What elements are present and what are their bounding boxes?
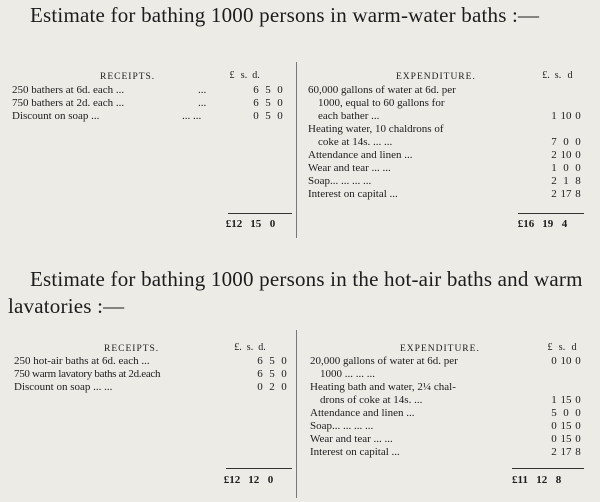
list-item: Interest on capital ... 2 17 8 (308, 188, 581, 200)
estimate1-expenditure-title: EXPENDITURE. (396, 72, 476, 82)
estimate2-receipts-total-rule (226, 468, 292, 469)
estimate1-expenditure-total: £16 19 4 (517, 218, 568, 230)
estimate1-expenditure-list (308, 84, 584, 201)
list-item: Attendance and linen ... 2 10 0 (308, 149, 581, 161)
list-item: 60,000 gallons of water at 6d. per 1000, equal to 60 gallons for each bather ... 1 10 0 (308, 84, 581, 122)
list-item: 250 hot-air baths at 6d. each ... 6 5 0 (14, 355, 287, 367)
list-item: Discount on soap ... ... 0 2 0 (14, 381, 287, 393)
estimate2-receipts-list (14, 355, 290, 394)
estimate1-column-divider (296, 62, 297, 238)
list-item: Attendance and linen ... 5 0 0 (310, 407, 581, 419)
estimate1-heading: Estimate for bathing 1000 persons in warm-water baths :— (30, 3, 540, 27)
estimate2-expenditure-currency-headers: £ s. d (547, 342, 577, 353)
estimate2-receipts-title: RECEIPTS. (104, 344, 160, 354)
estimate1-receipts-currency-headers: £ s. d. (229, 70, 260, 81)
list-item: Soap... ... ... ... 2 1 8 (308, 175, 581, 187)
list-item: Wear and tear ... ... 1 0 0 (308, 162, 581, 174)
list-item: Interest on capital ... 2 17 8 (310, 446, 581, 458)
estimate2-heading: Estimate for bathing 1000 persons in the hot-air baths and warm lavatories :— (8, 267, 583, 318)
estimate1-receipts-title: RECEIPTS. (100, 72, 156, 82)
estimate1-expenditure-currency-headers: £. s. d (542, 70, 573, 81)
estimate2-expenditure-title: EXPENDITURE. (400, 344, 480, 354)
estimate1-expenditure-total-rule (518, 213, 584, 214)
estimate1-receipts-list (12, 84, 286, 123)
estimate2-expenditure-total: £11 12 8 (512, 474, 562, 486)
list-item: Wear and tear ... ... 0 15 0 (310, 433, 581, 445)
list-item: Heating water, 10 chaldrons of coke at 14s. ... ... 7 0 0 (308, 123, 581, 148)
list-item: 750 warm lavatory baths at 2d.each 6 5 0 (14, 368, 287, 380)
estimate2-receipts-currency-headers: £. s. d. (234, 342, 266, 353)
estimate2-expenditure-total-rule (512, 468, 584, 469)
estimate2-expenditure-list (310, 355, 584, 459)
list-item: 250 bathers at 6d. each ... ... 6 5 0 (12, 84, 283, 96)
estimate1-receipts-total: £12 15 0 (225, 218, 276, 230)
list-item: Soap... ... ... ... 0 15 0 (310, 420, 581, 432)
estimate2-receipts-total: £12 12 0 (223, 474, 274, 486)
list-item: 750 bathers at 2d. each ... ... 6 5 0 (12, 97, 283, 109)
list-item: Heating bath and water, 2¼ chal- drons of coke at 14s. ... 1 15 0 (310, 381, 581, 406)
list-item: Discount on soap ... ... ... 0 5 0 (12, 110, 283, 122)
estimate2-column-divider (296, 330, 297, 498)
estimate1-receipts-total-rule (228, 213, 292, 214)
list-item: 20,000 gallons of water at 6d. per 1000 ... ... ... 0 10 0 (310, 355, 581, 380)
